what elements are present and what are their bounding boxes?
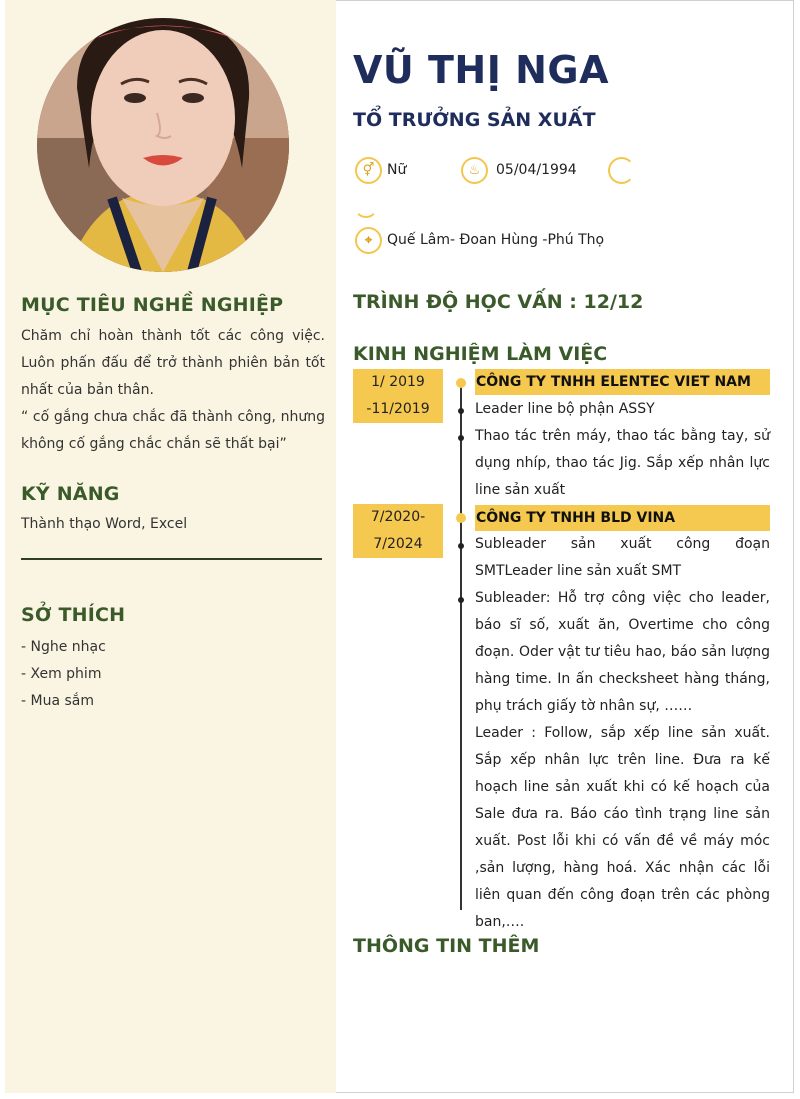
more-info-title: THÔNG TIN THÊM xyxy=(353,935,540,957)
gender-icon: ⚥ xyxy=(355,157,382,184)
job-date-start: 1/ 2019 xyxy=(371,374,425,390)
bullet-dot xyxy=(458,543,464,549)
portrait-image xyxy=(37,18,289,272)
candidate-name: VŨ THỊ NGA xyxy=(353,48,609,92)
phone-icon xyxy=(608,157,635,184)
objective-title: MỤC TIÊU NGHỀ NGHIỆP xyxy=(21,294,284,316)
map-pin-icon: ⌖ xyxy=(355,227,382,254)
timeline-line xyxy=(460,383,462,910)
sidebar-divider xyxy=(21,558,322,560)
objective-paragraph-2: “ cố gắng chưa chắc đã thành công, nhưng không cố gắng chắc chắn sẽ thất bại” xyxy=(21,409,325,452)
bullet-dot xyxy=(458,435,464,441)
timeline-marker xyxy=(456,378,466,388)
email-icon xyxy=(354,194,378,218)
job-date-end: -11/2019 xyxy=(366,401,430,417)
job-bullet: Subleader: Hỗ trợ công việc cho leader, báo sĩ số, xuất ăn, Overtime cho công đoạn. Oder vật tư tiêu hao, báo sản lượng hàng time. In ấn checksheet hàng tháng, phụ trách giấy tờ nhân sự, …… xyxy=(475,590,770,714)
candidate-role: TỔ TRƯỞNG SẢN XUẤT xyxy=(353,109,596,131)
bullet-dot xyxy=(458,408,464,414)
job-date-start: 7/2020- xyxy=(370,509,426,525)
skills-title: KỸ NĂNG xyxy=(21,483,120,505)
timeline-marker xyxy=(456,513,466,523)
hobby-item: - Mua sắm xyxy=(21,693,94,709)
birthday-value: 05/04/1994 xyxy=(496,162,577,178)
birthday-cake-icon: ♨ xyxy=(461,157,488,184)
education-title: TRÌNH ĐỘ HỌC VẤN : 12/12 xyxy=(353,291,644,313)
job-date-end: 7/2024 xyxy=(373,536,423,552)
profile-photo xyxy=(37,18,289,272)
job-bullet: Leader line bộ phận ASSY xyxy=(475,401,655,417)
job-bullet: Leader : Follow, sắp xếp line sản xuất. Sắp xếp nhân lực trên line. Đưa ra kế hoạch line sản xuất khi có kế hoạch của Sale đưa ra. Báo cáo tình trạng line sản xuất. Post lỗi khi có vấn đề về máy móc ,sản lượng, hàng hoá. Xác nhận các lỗi liên quan đến công đoạn trên các phòng ban,…. xyxy=(475,725,770,930)
company-name: CÔNG TY TNHH BLD VINA xyxy=(475,505,770,531)
gender-value: Nữ xyxy=(387,162,407,178)
bullet-dot xyxy=(458,597,464,603)
job-date xyxy=(353,504,443,558)
hobbies-title: SỞ THÍCH xyxy=(21,604,126,626)
address-value: Quế Lâm- Đoan Hùng -Phú Thọ xyxy=(387,232,605,248)
objective-text xyxy=(21,323,325,458)
company-name: CÔNG TY TNHH ELENTEC VIET NAM xyxy=(475,369,770,395)
objective-paragraph-1: Chăm chỉ hoàn thành tốt các công việc. Luôn phấn đấu để trở thành phiên bản tốt nhất của bản thân. xyxy=(21,328,325,398)
hobby-item: - Xem phim xyxy=(21,666,102,682)
job-bullet: Thao tác trên máy, thao tác bằng tay, sử dụng nhíp, thao tác Jig. Sắp xếp nhân lực line sản xuất xyxy=(475,428,770,498)
hobby-item: - Nghe nhạc xyxy=(21,639,106,655)
experience-title: KINH NGHIỆM LÀM VIỆC xyxy=(353,343,608,365)
skills-text: Thành thạo Word, Excel xyxy=(21,516,188,532)
job-bullet: Subleader sản xuất công đoạn SMTLeader line sản xuất SMT xyxy=(475,536,770,579)
job-date xyxy=(353,369,443,423)
